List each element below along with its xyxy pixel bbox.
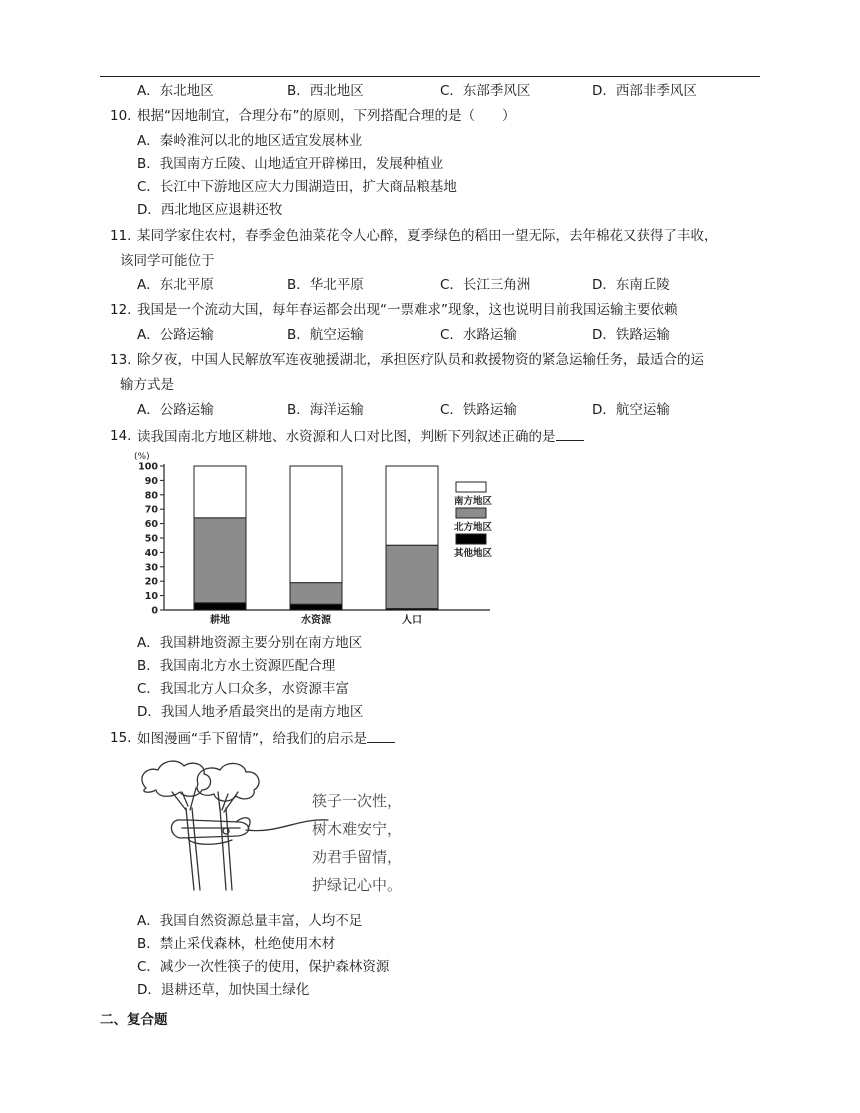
q12-number: 12. bbox=[110, 302, 132, 318]
y-tick-label: 60 bbox=[144, 519, 158, 531]
y-tick-label: 100 bbox=[138, 461, 158, 473]
q13-number: 13. bbox=[110, 352, 132, 368]
q12-option-a[interactable]: A．公路运输 bbox=[137, 327, 214, 343]
q10-stem: 根据“因地制宜，合理分布”的原则，下列搭配合理的是（ ） bbox=[137, 108, 516, 124]
bar-segment bbox=[194, 466, 246, 518]
poem-line-4: 护绿记心中。 bbox=[312, 876, 403, 894]
q15-answer-blank[interactable] bbox=[367, 728, 395, 743]
q9-option-c[interactable]: C．东部季风区 bbox=[440, 83, 531, 99]
q14-stem-text: 读我国南北方地区耕地、水资源和人口对比图，判断下列叙述正确的是 bbox=[137, 429, 556, 445]
y-tick-label: 80 bbox=[144, 490, 158, 502]
q13-option-c[interactable]: C．铁路运输 bbox=[440, 402, 517, 418]
poem-line-1: 筷子一次性， bbox=[312, 792, 403, 810]
bar-segment bbox=[386, 545, 438, 608]
y-tick-label: 90 bbox=[144, 475, 158, 487]
q12-option-c[interactable]: C．水路运输 bbox=[440, 327, 517, 343]
bar-segment bbox=[194, 518, 246, 603]
x-category-label: 人口 bbox=[402, 615, 422, 626]
q13-option-d[interactable]: D．航空运输 bbox=[592, 402, 670, 418]
hand-outline bbox=[171, 820, 248, 838]
q11-stem-line1: 某同学家住农村，春季金色油菜花令人心醉，夏季绿色的稻田一望无际，去年棉花又获得了丰收， bbox=[137, 228, 718, 244]
y-axis-unit: (%) bbox=[134, 452, 150, 462]
q15-number: 15. bbox=[110, 730, 132, 746]
q9-option-d[interactable]: D．西部非季风区 bbox=[592, 83, 697, 99]
legend-label: 其他地区 bbox=[454, 548, 493, 559]
bar-segment bbox=[386, 466, 438, 545]
chopstick-right bbox=[220, 808, 232, 890]
q15-option-b[interactable]: B．禁止采伐森林，杜绝使用木材 bbox=[137, 936, 336, 952]
y-tick-label: 20 bbox=[144, 576, 158, 588]
q10-option-b[interactable]: B．我国南方丘陵、山地适宜开辟梯田，发展种植业 bbox=[137, 156, 444, 172]
top-rule bbox=[100, 76, 760, 77]
x-category-label: 耕地 bbox=[210, 615, 230, 626]
y-tick-label: 30 bbox=[144, 562, 158, 574]
q9-option-a[interactable]: A．东北地区 bbox=[137, 83, 214, 99]
q14-option-d[interactable]: D．我国人地矛盾最突出的是南方地区 bbox=[137, 704, 364, 720]
legend-swatch bbox=[456, 508, 486, 518]
q15-option-c[interactable]: C．减少一次性筷子的使用，保护森林资源 bbox=[137, 959, 390, 975]
cartoon-poem bbox=[312, 792, 402, 894]
chopsticks-cartoon bbox=[128, 758, 468, 898]
q15-stem bbox=[137, 728, 395, 749]
q13-option-b[interactable]: B．海洋运输 bbox=[287, 402, 364, 418]
tree-crown-left bbox=[142, 761, 211, 796]
bar-segment bbox=[290, 583, 342, 605]
q9-option-b[interactable]: B．西北地区 bbox=[287, 83, 364, 99]
q11-option-c[interactable]: C．长江三角洲 bbox=[440, 277, 531, 293]
q14-option-c[interactable]: C．我国北方人口众多，水资源丰富 bbox=[137, 681, 349, 697]
poem-line-3: 劝君手留情， bbox=[312, 848, 403, 866]
q14-stem bbox=[137, 426, 584, 447]
bar-segment bbox=[194, 603, 246, 610]
q12-option-b[interactable]: B．航空运输 bbox=[287, 327, 364, 343]
q14-option-a[interactable]: A．我国耕地资源主要分别在南方地区 bbox=[137, 635, 363, 651]
q11-number: 11. bbox=[110, 228, 132, 244]
q14-number: 14. bbox=[110, 428, 132, 444]
q11-option-a[interactable]: A．东北平原 bbox=[137, 277, 214, 293]
bar-segment bbox=[290, 604, 342, 610]
q12-stem: 我国是一个流动大国，每年春运都会出现“一票难求”现象，这也说明目前我国运输主要依赖 bbox=[137, 302, 678, 318]
legend-swatch bbox=[456, 534, 486, 544]
farmland-water-population-chart bbox=[128, 450, 528, 630]
q15-option-d[interactable]: D．退耕还草，加快国土绿化 bbox=[137, 982, 310, 998]
q13-stem-line2: 输方式是 bbox=[120, 377, 174, 393]
legend-label: 北方地区 bbox=[454, 522, 493, 533]
q13-stem-line1: 除夕夜，中国人民解放军连夜驰援湖北，承担医疗队员和救援物资的紧急运输任务，最适合的运 bbox=[137, 352, 704, 368]
bar-segment bbox=[290, 466, 342, 583]
q10-option-c[interactable]: C．长江中下游地区应大力围湖造田，扩大商品粮基地 bbox=[137, 179, 457, 195]
q12-option-d[interactable]: D．铁路运输 bbox=[592, 327, 670, 343]
y-tick-label: 40 bbox=[144, 547, 158, 559]
y-tick-label: 0 bbox=[151, 605, 158, 617]
legend-label: 南方地区 bbox=[454, 496, 493, 507]
q10-number: 10. bbox=[110, 108, 132, 124]
q15-stem-text: 如图漫画“手下留情”，给我们的启示是 bbox=[137, 731, 367, 747]
x-category-label: 水资源 bbox=[301, 615, 331, 626]
q13-option-a[interactable]: A．公路运输 bbox=[137, 402, 214, 418]
q11-stem-line2: 该同学可能位于 bbox=[120, 253, 215, 269]
q14-option-b[interactable]: B．我国南北方水土资源匹配合理 bbox=[137, 658, 336, 674]
section-title: 二、复合题 bbox=[100, 1012, 168, 1028]
q11-option-b[interactable]: B．华北平原 bbox=[287, 277, 364, 293]
poem-line-2: 树木难安宁， bbox=[312, 820, 403, 838]
q15-option-a[interactable]: A．我国自然资源总量丰富，人均不足 bbox=[137, 913, 363, 929]
q10-option-d[interactable]: D．西北地区应退耕还牧 bbox=[137, 202, 283, 218]
q14-answer-blank[interactable] bbox=[556, 426, 584, 441]
q10-option-a[interactable]: A．秦岭淮河以北的地区适宜发展林业 bbox=[137, 133, 363, 149]
y-tick-label: 50 bbox=[144, 533, 158, 545]
legend-swatch bbox=[456, 482, 486, 492]
y-tick-label: 70 bbox=[144, 504, 158, 516]
q11-option-d[interactable]: D．东南丘陵 bbox=[592, 277, 670, 293]
y-tick-label: 10 bbox=[144, 591, 158, 603]
